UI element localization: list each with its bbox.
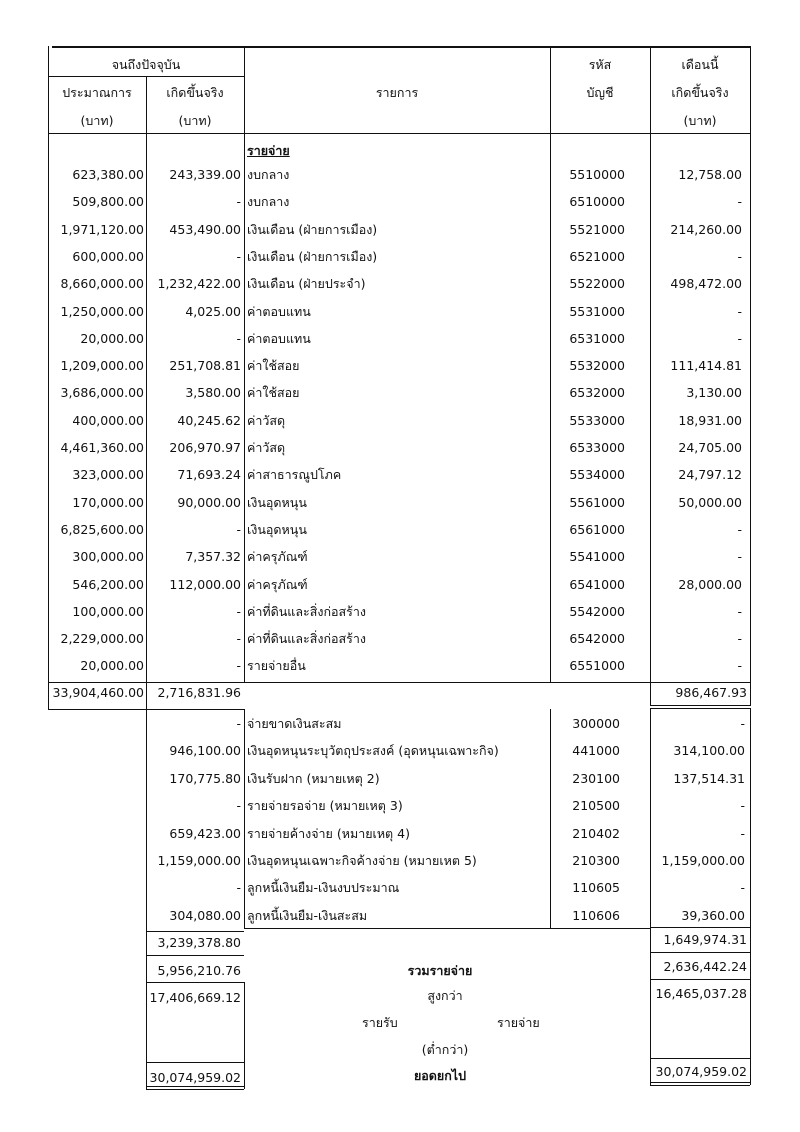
expense-row-code: 6531000 [569,330,625,346]
col2-line-right [750,708,751,1085]
expense-row-actual: 40,245.62 [177,412,241,428]
expense-row-month: 498,472.00 [670,276,742,292]
other-total-actual: 3,239,378.80 [157,935,241,950]
expense-row-month: - [737,521,742,537]
carry-top-line [146,1062,244,1063]
expense-row-month: 50,000.00 [678,494,742,510]
expense-row-code: 5534000 [569,467,625,483]
expense-row-code: 5533000 [569,412,625,428]
header-cumulative: จนถึงปัจจุบัน [111,57,181,72]
other-row-month: - [740,825,745,841]
expense-row-item: เงินเดือน (ฝ่ายการเมือง) [247,221,378,237]
diff-actual: 17,406,669.12 [149,990,241,1005]
expense-row-item: ค่าวัสดุ [247,412,286,428]
expense-row-actual: - [236,603,241,619]
expense-row-code: 6510000 [569,194,625,210]
other-row-actual: - [236,716,241,731]
expense-row-budget: 100,000.00 [72,603,144,619]
other-row-month: 39,360.00 [681,907,745,923]
col-line-budget [146,76,147,710]
higher-label: สูงกว่า [427,988,463,1003]
col2-bottom-line [244,928,650,929]
expense-row-code: 6542000 [569,631,625,647]
expense-row-actual: 71,693.24 [177,467,241,483]
expense-row-actual: 90,000.00 [177,494,241,510]
other-row-item: ลูกหนี้เงินยืม-เงินสะสม [247,907,368,923]
expense-row-item: รายจ่ายอื่น [247,658,306,674]
other-row-code: 210402 [572,825,620,841]
expense-row-month: - [737,658,742,674]
other-row-month: 137,514.31 [673,770,745,786]
other-row-item: รายจ่ายค้างจ่าย (หมายเหตุ 4) [247,825,410,841]
other-row-actual: 946,100.00 [169,743,241,759]
total-expense-actual: 5,956,210.76 [157,963,241,978]
expense-row-item: ค่าใช้สอย [247,358,300,374]
other-row-actual: - [236,880,241,896]
sum-month-line-1 [650,952,750,953]
expense-row-actual: - [236,330,241,346]
header-bottom-line [48,133,750,134]
expense-row-code: 5522000 [569,276,625,292]
other-row-code: 441000 [572,743,620,759]
header-items: รายการ [375,85,419,100]
expense-row-actual: 4,025.00 [185,303,241,319]
other-row-actual: 1,159,000.00 [157,853,241,868]
income-label: รายรับ [362,1015,398,1030]
expense-row-item: ค่าตอบแทน [247,330,311,346]
other-row-month: - [740,716,745,731]
expense-row-budget: 170,000.00 [72,494,144,510]
expense-row-budget: 400,000.00 [72,412,144,428]
col2-line-code [650,708,651,1085]
expense-total-budget: 33,904,460.00 [52,685,144,700]
expense-row-actual: - [236,521,241,537]
header-month-1: เดือนนี้ [681,57,719,72]
other-row-code: 110606 [572,907,620,923]
other-row-code: 300000 [572,716,620,731]
expense-row-budget: 623,380.00 [72,167,144,182]
header-month-unit: (บาท) [683,113,717,128]
expense-row-actual: - [236,248,241,264]
expense-row-budget: 323,000.00 [72,467,144,483]
other-row-month: 1,159,000.00 [661,853,745,868]
expense-row-code: 6521000 [569,248,625,264]
other-row-code: 210300 [572,853,620,868]
expense-row-month: 111,414.81 [670,358,742,374]
col-line-left [48,46,49,710]
header-month-2: เกิดขึ้นจริง [671,85,729,100]
other-row-code: 210500 [572,798,620,814]
carry-bottom-line-1 [146,1086,244,1087]
expense-row-code: 5531000 [569,303,625,319]
expense-row-budget: 546,200.00 [72,576,144,592]
expense-row-item: เงินเดือน (ฝ่ายประจำ) [247,276,366,292]
expense-total-month-line-2 [650,708,750,709]
other-row-actual: 659,423.00 [169,825,241,841]
carry-month: 30,074,959.02 [655,1064,747,1079]
other-row-actual: 304,080.00 [169,907,241,923]
carry-month-bottom-line-2 [650,1085,750,1086]
other-row-actual: 170,775.80 [169,770,241,786]
expense-row-month: 18,931.00 [678,412,742,428]
expense-row-month: 12,758.00 [678,167,742,182]
expense-row-month: - [737,631,742,647]
expense-row-code: 6533000 [569,440,625,455]
expense-total-month-line-1 [650,705,750,706]
diff-month: 16,465,037.28 [655,986,747,1001]
expense-total-top-line [48,682,750,683]
other-row-month: - [740,880,745,896]
expense-row-month: 24,797.12 [678,467,742,483]
expense-row-code: 6561000 [569,521,625,537]
expense-total-month: 986,467.93 [675,685,747,700]
other-row-month: 314,100.00 [673,743,745,759]
expense-row-actual: 112,000.00 [169,576,241,592]
header-budget-unit: (บาท) [80,113,114,128]
expense-row-budget: 2,229,000.00 [60,631,144,647]
expense-row-budget: 8,660,000.00 [60,276,144,292]
expense-row-code: 5561000 [569,494,625,510]
expense-row-budget: 1,250,000.00 [60,303,144,319]
expense-row-budget: 600,000.00 [72,248,144,264]
col-line-right [750,46,751,706]
expense-row-month: - [737,603,742,619]
other-row-item: เงินอุดหนุนเฉพาะกิจค้างจ่าย (หมายเหต 5) [247,853,477,868]
other-row-actual: - [236,798,241,814]
expense-row-item: ค่าที่ดินและสิ่งก่อสร้าง [247,603,366,619]
expense-row-month: - [737,303,742,319]
expense-row-budget: 20,000.00 [80,330,144,346]
header-code-1: รหัส [588,57,612,72]
expense-row-code: 5541000 [569,549,625,565]
expense-row-budget: 1,971,120.00 [60,221,144,237]
total-expense-month: 2,636,442.24 [663,959,747,974]
col-line-items [550,46,551,682]
other-row-item: จ่ายขาดเงินสะสม [247,716,342,731]
header-budget: ประมาณการ [62,85,132,100]
other-row-item: เงินรับฝาก (หมายเหตุ 2) [247,770,380,786]
other-row-item: รายจ่ายรอจ่าย (หมายเหตุ 3) [247,798,403,814]
expense-row-month: - [737,194,742,210]
expense-row-item: เงินอุดหนุน [247,494,307,510]
carry-month-bottom-line-1 [650,1082,750,1083]
col-line-code [650,46,651,706]
sum-col-line [244,982,245,1089]
expense-row-budget: 20,000.00 [80,658,144,674]
other-row-item: เงินอุดหนุนระบุวัตถุประสงค์ (อุดหนุนเฉพาะกิจ) [247,743,499,759]
expense-row-month: - [737,549,742,565]
expense-row-actual: - [236,658,241,674]
col2-line-actual [244,709,245,929]
expense-row-actual: 251,708.81 [169,358,241,374]
expense-row-month: - [737,330,742,346]
expense-row-item: ค่าใช้สอย [247,385,300,401]
expense-row-code: 5510000 [569,167,625,182]
table-top-border [52,46,750,48]
expense-row-code: 6532000 [569,385,625,401]
other-row-code: 110605 [572,880,620,896]
expense-row-actual: 7,357.32 [185,549,241,565]
expense-row-month: - [737,248,742,264]
expense-total-actual: 2,716,831.96 [157,685,241,700]
expense-row-month: 28,000.00 [678,576,742,592]
header-code-2: บัญชี [586,85,614,100]
expense-row-item: งบกลาง [247,194,290,210]
sum-line-2 [146,982,244,983]
total-expense-label: รวมรายจ่าย [407,963,473,978]
carry-actual: 30,074,959.02 [149,1070,241,1085]
expense-row-actual: 206,970.97 [169,440,241,455]
expense-row-actual: 1,232,422.00 [157,276,241,292]
carry-month-top-line [650,1058,750,1059]
expense-row-budget: 6,825,600.00 [60,521,144,537]
expense-row-item: ค่าครุภัณฑ์ [247,576,308,592]
expense-row-month: 3,130.00 [686,385,742,401]
other-total-month-top-line [650,927,750,928]
expense-row-budget: 3,686,000.00 [60,385,144,401]
expense-row-actual: - [236,194,241,210]
expense-row-item: งบกลาง [247,167,290,182]
header-actual-unit: (บาท) [178,113,212,128]
expense-row-item: เงินเดือน (ฝ่ายการเมือง) [247,248,378,264]
col-line-actual [244,46,245,682]
carry-label: ยอดยกไป [413,1068,467,1083]
expense-row-item: เงินอุดหนุน [247,521,307,537]
sum-line-1 [146,955,244,956]
expense-row-budget: 509,800.00 [72,194,144,210]
expense-row-code: 5542000 [569,603,625,619]
other-row-month: - [740,798,745,814]
expense-row-code: 6541000 [569,576,625,592]
expense-row-actual: - [236,631,241,647]
other-row-item: ลูกหนี้เงินยืม-เงินงบประมาณ [247,880,400,896]
expense-row-item: ค่าตอบแทน [247,303,311,319]
expense-row-item: ค่าที่ดินและสิ่งก่อสร้าง [247,631,366,647]
expense-row-budget: 4,461,360.00 [60,440,144,455]
expense-row-budget: 1,209,000.00 [60,358,144,374]
expense-row-month: 214,260.00 [670,221,742,237]
section-title: รายจ่าย [247,143,290,158]
header-actual: เกิดขึ้นจริง [166,85,224,100]
expense-row-code: 5521000 [569,221,625,237]
expense-row-month: 24,705.00 [678,440,742,455]
sum-month-line-2 [650,979,750,980]
expense-row-item: ค่าสาธารณูปโภค [247,467,342,483]
expense-row-actual: 3,580.00 [185,385,241,401]
other-row-code: 230100 [572,770,620,786]
other-total-top-line [146,931,244,932]
expense-row-budget: 300,000.00 [72,549,144,565]
expense-row-code: 6551000 [569,658,625,674]
expense-label: รายจ่าย [497,1015,540,1030]
lower-label: (ต่ำกว่า) [421,1042,469,1057]
other-total-month: 1,649,974.31 [663,932,747,947]
expense-row-actual: 453,490.00 [169,221,241,237]
col2-line-left [146,709,147,1089]
expense-row-item: ค่าวัสดุ [247,440,286,455]
expense-row-item: ค่าครุภัณฑ์ [247,549,308,565]
carry-bottom-line-2 [146,1089,244,1090]
expense-row-actual: 243,339.00 [169,167,241,182]
col2-line-items [550,709,551,929]
expense-row-code: 5532000 [569,358,625,374]
